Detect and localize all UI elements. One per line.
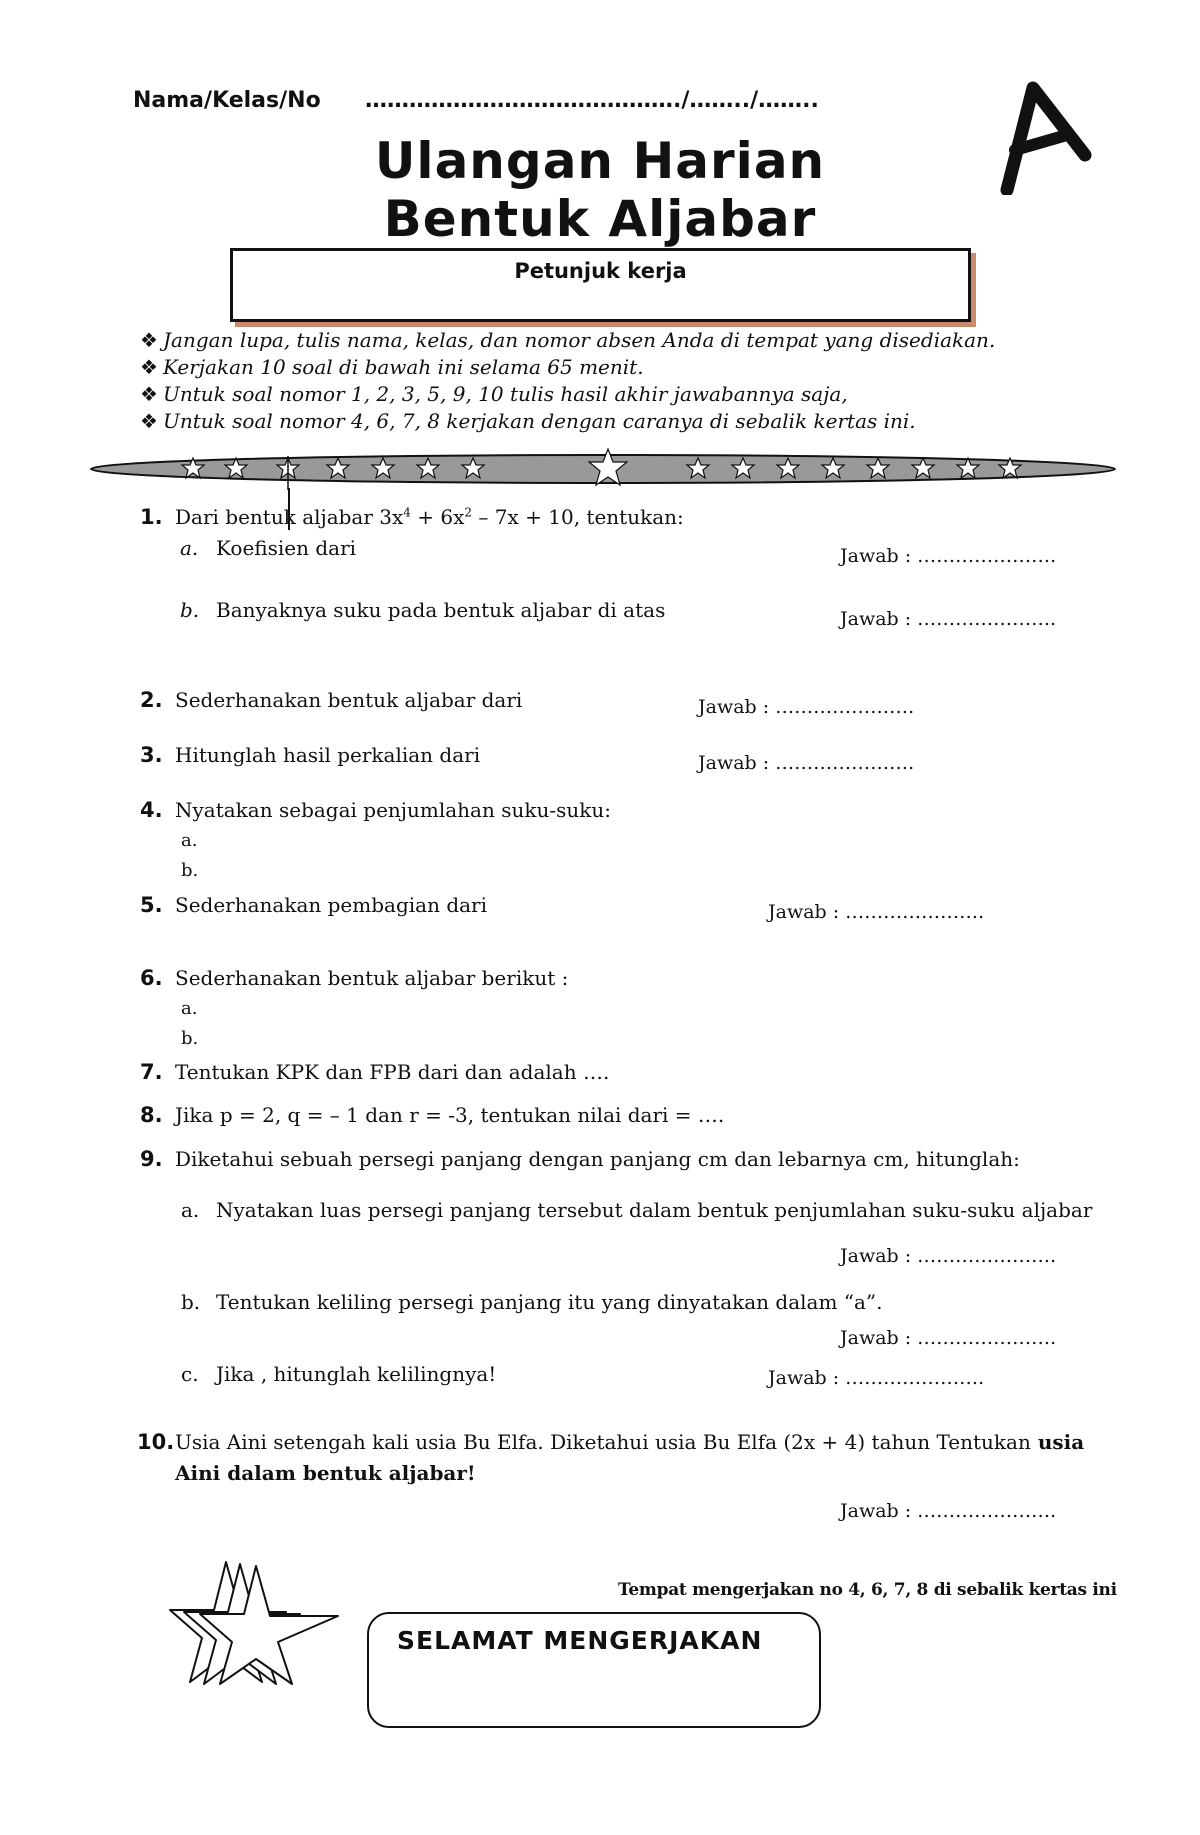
question-7-text: Tentukan KPK dan FPB dari dan adalah ….	[175, 1060, 610, 1084]
answer-blank-9a[interactable]: Jawab : ………………….	[840, 1245, 1057, 1267]
question-4-text: Nyatakan sebagai penjumlahan suku-suku:	[175, 798, 611, 822]
question-1a-text: Koefisien dari	[216, 536, 357, 560]
question-10-number: 10.	[137, 1430, 175, 1454]
question-1b-text: Banyaknya suku pada bentuk aljabar di atas	[216, 598, 666, 622]
instruction-item: ❖ Jangan lupa, tulis nama, kelas, dan nomor absen Anda di tempat yang disediakan.	[140, 328, 996, 352]
page-title-line2: Bentuk Aljabar	[383, 190, 817, 248]
question-6-text: Sederhanakan bentuk aljabar berikut :	[175, 966, 569, 990]
instructions-box	[230, 248, 971, 322]
answer-blank-5[interactable]: Jawab : ………………….	[768, 901, 985, 923]
closing-text: SELAMAT MENGERJAKAN	[397, 1626, 763, 1655]
answer-blank-10[interactable]: Jawab : ………………….	[840, 1500, 1057, 1522]
closing-box	[367, 1612, 821, 1728]
question-9b-label: b.	[181, 1290, 201, 1314]
question-8-number: 8.	[140, 1103, 163, 1127]
instruction-item: ❖ Kerjakan 10 soal di bawah ini selama 65 menit.	[140, 355, 644, 379]
question-9c-label: c.	[181, 1362, 199, 1386]
identity-label: Nama/Kelas/No	[133, 88, 321, 113]
page-title-line1: Ulangan Harian	[374, 132, 826, 190]
footer-note: Tempat mengerjakan no 4, 6, 7, 8 di sebalik kertas ini	[618, 1580, 1117, 1600]
question-4b-label: b.	[181, 860, 199, 881]
question-4a-label: a.	[181, 830, 198, 851]
instruction-item: ❖ Untuk soal nomor 4, 6, 7, 8 kerjakan dengan caranya di sebalik kertas ini.	[140, 409, 916, 433]
question-9a-label: a.	[181, 1198, 200, 1222]
diamond-bullet-icon: ❖	[140, 382, 158, 406]
question-10-text: Usia Aini setengah kali usia Bu Elfa. Diketahui usia Bu Elfa (2x + 4) tahun Tentukan usia	[175, 1430, 1085, 1454]
question-1-number: 1.	[140, 505, 163, 529]
instructions-heading: Petunjuk kerja	[514, 259, 687, 283]
decorative-stars	[168, 1560, 348, 1685]
question-6a-label: a.	[181, 998, 198, 1019]
answer-blank-9c[interactable]: Jawab : ………………….	[768, 1367, 985, 1389]
answer-blank-1b[interactable]: Jawab : ………………….	[840, 608, 1057, 630]
question-2-number: 2.	[140, 688, 163, 712]
diamond-bullet-icon: ❖	[140, 355, 158, 379]
question-4-number: 4.	[140, 798, 163, 822]
question-9c-text: Jika , hitunglah kelilingnya!	[216, 1362, 497, 1386]
instruction-item: ❖ Untuk soal nomor 1, 2, 3, 5, 9, 10 tulis hasil akhir jawabannya saja,	[140, 382, 848, 406]
answer-blank-1a[interactable]: Jawab : ………………….	[840, 545, 1057, 567]
question-3-number: 3.	[140, 743, 163, 767]
question-5-number: 5.	[140, 893, 163, 917]
question-3-text: Hitunglah hasil perkalian dari	[175, 743, 481, 767]
instructions-list	[140, 328, 995, 436]
question-9b-text: Tentukan keliling persegi panjang itu yang dinyatakan dalam “a”.	[216, 1290, 883, 1314]
answer-blank-3[interactable]: Jawab : ………………….	[698, 752, 915, 774]
question-9a-text: Nyatakan luas persegi panjang tersebut dalam bentuk penjumlahan suku-suku aljabar	[216, 1198, 1093, 1222]
answer-blank-2[interactable]: Jawab : ………………….	[698, 696, 915, 718]
decorative-star-banner	[88, 448, 1118, 490]
diamond-bullet-icon: ❖	[140, 409, 158, 433]
question-6-number: 6.	[140, 966, 163, 990]
question-1-text: Dari bentuk aljabar $3x^4 + 6x^2 - 7x + 10$, tentukan:	[175, 505, 684, 529]
question-8-text: Jika p = 2, q = – 1 dan r = -3, tentukan nilai dari = ….	[175, 1103, 725, 1127]
question-9-number: 9.	[140, 1147, 163, 1171]
version-letter-a	[985, 80, 1095, 195]
question-10-text-line2: Aini dalam bentuk aljabar!	[175, 1461, 476, 1485]
question-5-text: Sederhanakan pembagian dari	[175, 893, 488, 917]
diamond-bullet-icon: ❖	[140, 328, 158, 352]
question-2-text: Sederhanakan bentuk aljabar dari	[175, 688, 523, 712]
question-1b-label: b.	[180, 598, 200, 622]
identity-blank[interactable]: ……………………………………./……../……..	[365, 88, 819, 113]
question-1a-label: a.	[180, 536, 199, 560]
question-9-text: Diketahui sebuah persegi panjang dengan panjang cm dan lebarnya cm, hitunglah:	[175, 1147, 1020, 1171]
question-7-number: 7.	[140, 1060, 163, 1084]
question-6b-label: b.	[181, 1028, 199, 1049]
answer-blank-9b[interactable]: Jawab : ………………….	[840, 1327, 1057, 1349]
